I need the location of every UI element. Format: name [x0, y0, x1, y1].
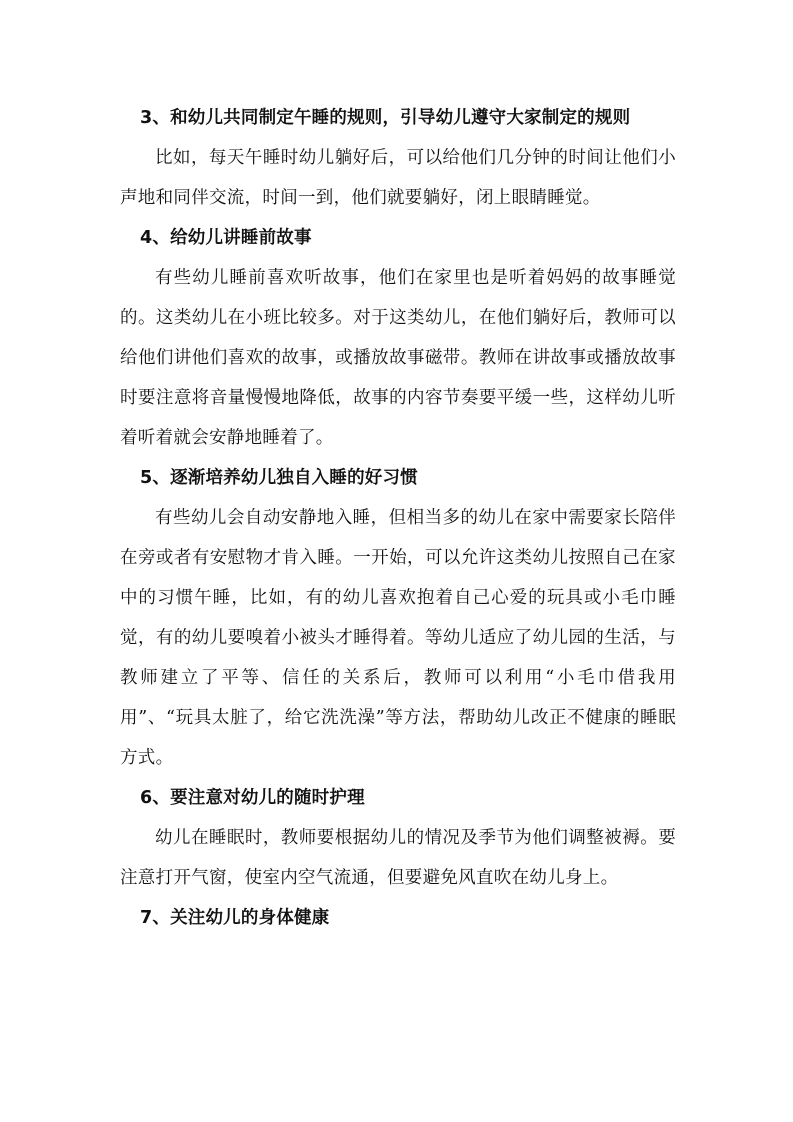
- section-heading-5: 5、逐渐培养幼儿独自入睡的好习惯: [140, 468, 418, 488]
- section-heading-3: 3、和幼儿共同制定午睡的规则，引导幼儿遵守大家制定的规则: [140, 108, 631, 128]
- section-paragraph-6: 幼儿在睡眠时，教师要根据幼儿的情况及季节为他们调整被褥。要注意打开气窗，使室内空气流通，但要避免风直吹在幼儿身上。: [120, 828, 676, 888]
- section-paragraph-3: 比如，每天午睡时幼儿躺好后，可以给他们几分钟的时间让他们小声地和同伴交流，时间一到，他们就要躺好，闭上眼睛睡觉。: [120, 148, 676, 208]
- document-body: [120, 98, 676, 938]
- section-heading-4: 4、给幼儿讲睡前故事: [140, 228, 312, 248]
- section-paragraph-5: 有些幼儿会自动安静地入睡，但相当多的幼儿在家中需要家长陪伴在旁或者有安慰物才肯入睡。一开始，可以允许这类幼儿按照自己在家中的习惯午睡，比如，有的幼儿喜欢抱着自己心爱的玩具或小毛巾睡觉，有的幼儿要嗅着小被头才睡得着。等幼儿适应了幼儿园的生活，与教师建立了平等、信任的关系后，教师可以利用“小毛巾借我用用”、“玩具太脏了，给它洗洗澡”等方法，帮助幼儿改正不健康的睡眠方式。: [120, 508, 676, 768]
- section-heading-7: 7、关注幼儿的身体健康: [140, 908, 330, 928]
- section-paragraph-4: 有些幼儿睡前喜欢听故事，他们在家里也是听着妈妈的故事睡觉的。这类幼儿在小班比较多。对于这类幼儿，在他们躺好后，教师可以给他们讲他们喜欢的故事，或播放故事磁带。教师在讲故事或播放故事时要注意将音量慢慢地降低，故事的内容节奏要平缓一些，这样幼儿听着听着就会安静地睡着了。: [120, 268, 676, 448]
- section-heading-6: 6、要注意对幼儿的随时护理: [140, 788, 365, 808]
